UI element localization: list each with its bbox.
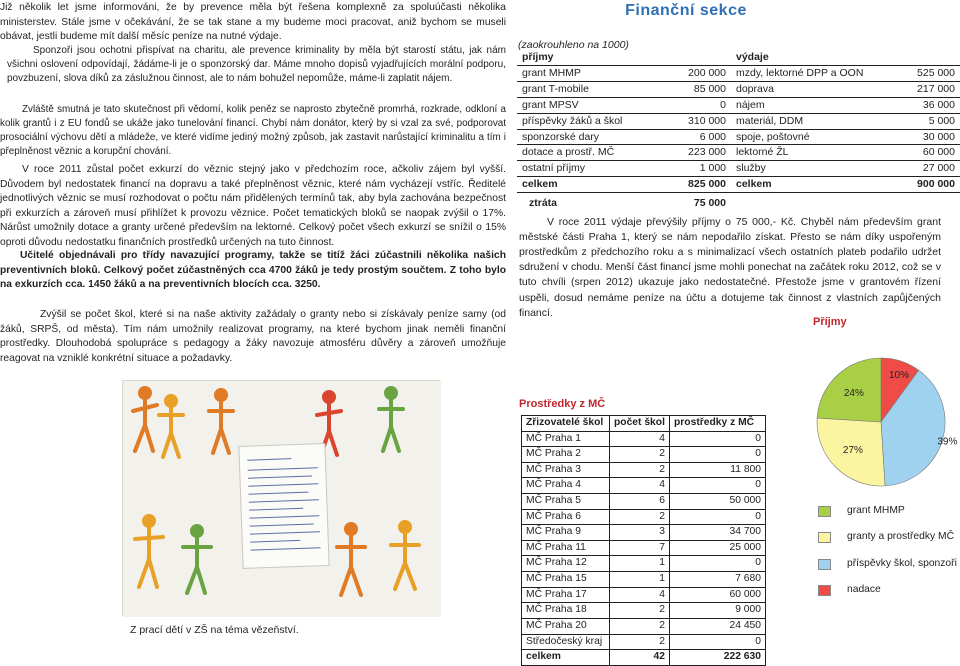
rounding-note: (zaokrouhleno na 1000) bbox=[518, 39, 629, 51]
total-income-label: celkem bbox=[517, 177, 653, 193]
finance-table bbox=[517, 50, 960, 215]
chart-title: Příjmy bbox=[813, 316, 847, 328]
pie-label-0: 24% bbox=[843, 388, 864, 400]
count-cell: 7 bbox=[610, 540, 670, 556]
funds-cell: 24 450 bbox=[670, 618, 766, 634]
total-row bbox=[517, 177, 960, 193]
income-value: 85 000 bbox=[653, 81, 731, 97]
total-expense-value: 900 000 bbox=[885, 177, 960, 193]
count-cell: 2 bbox=[610, 462, 670, 478]
chart-legend bbox=[818, 498, 957, 604]
founder-cell: MČ Praha 18 bbox=[522, 603, 610, 619]
expense-value: 217 000 bbox=[885, 81, 960, 97]
founder-cell: MČ Praha 20 bbox=[522, 618, 610, 634]
expense-value: 5 000 bbox=[885, 113, 960, 129]
teachers-paragraph: Učitelé objednávali pro třídy navazující programy, takže se titíž žáci zúčastnili několika našich preventivních bloků. Celkový počet zúčastněných cca 4700 žáků je tedy prostým součtem. Z toho bylo na exkurzích cca. 1450 žáků a na preventivních blocích cca. 3250. bbox=[0, 250, 506, 291]
schools-table-title: Prostředky z MČ bbox=[519, 398, 606, 410]
legend-label: příspěvky škol, sponzoři bbox=[847, 557, 957, 569]
header-blank bbox=[653, 50, 731, 65]
funds-cell: 11 800 bbox=[670, 462, 766, 478]
income-label: grant MPSV bbox=[517, 97, 653, 113]
expense-value: 525 000 bbox=[885, 65, 960, 81]
income-value: 223 000 bbox=[653, 145, 731, 161]
header-school-count: počet škol bbox=[610, 416, 670, 432]
count-cell: 6 bbox=[610, 494, 670, 510]
founder-cell: MČ Praha 6 bbox=[522, 509, 610, 525]
funds-cell: 25 000 bbox=[670, 540, 766, 556]
income-label: dotace a prostř. MČ bbox=[517, 145, 653, 161]
total-count: 42 bbox=[610, 650, 670, 666]
founder-cell: MČ Praha 11 bbox=[522, 540, 610, 556]
income-value: 6 000 bbox=[653, 129, 731, 145]
loss-value: 75 000 bbox=[693, 197, 726, 210]
funds-cell: 0 bbox=[670, 634, 766, 650]
pie-label-1: 27% bbox=[842, 445, 863, 457]
legend-label: granty a prostředky MČ bbox=[847, 531, 955, 543]
header-funds: prostředky z MČ bbox=[670, 416, 766, 432]
header-blank-2 bbox=[885, 50, 960, 65]
founder-cell: MČ Praha 15 bbox=[522, 572, 610, 588]
total-label: celkem bbox=[522, 650, 610, 666]
finance-summary-paragraph: V roce 2011 výdaje převýšily příjmy o 75 000,- Kč. Chyběl nám především grant městské části Praha 1, který se nám nepodařilo získat. Přesto se nám díky uspořeným prostředkům z předchozího roku a s minimalizací všech ostatních plateb podařilo udržet sdružení v chodu. Menší část financí jsme mohli ponechat na začátek roku 2012, což se v tuto chvíli (srpen 2012) ukazuje jako nedostatečné. Přestože jsme v grantovém řízení uspěli, dosud nemáme peníze na účtu a dotujeme tak činnost z vlastních zapůjčených financí. bbox=[519, 216, 941, 319]
table-row bbox=[517, 81, 960, 97]
table-row bbox=[522, 494, 766, 510]
count-cell: 2 bbox=[610, 603, 670, 619]
founder-cell: MČ Praha 4 bbox=[522, 478, 610, 494]
legend-swatch bbox=[818, 506, 831, 517]
waste-paragraph: Zvláště smutná je tato skutečnost při vědomí, kolik peněz se naprosto zbytečně promrhá, rozkrade, odkloní a kolik grantů i z EU fondů se ukáže jako tunelování financí. Chybí nám donátor, který by si vzal za své, podporovat prosociální výchovu dětí a mládeže, ve které vidíme jediný možný způsob, jak zastavit narůstající kriminalitu a tím i přeplněnost věznic a korupční chování. bbox=[0, 104, 506, 158]
table-row bbox=[522, 587, 766, 603]
income-label: příspěvky žáků a škol bbox=[517, 113, 653, 129]
expense-label: lektorné ŽL bbox=[731, 145, 885, 161]
income-label: ostatní příjmy bbox=[517, 161, 653, 177]
table-row bbox=[522, 572, 766, 588]
funds-cell: 0 bbox=[670, 509, 766, 525]
funds-cell: 7 680 bbox=[670, 572, 766, 588]
table-row bbox=[522, 525, 766, 541]
table-row bbox=[522, 447, 766, 463]
table-row bbox=[522, 634, 766, 650]
expense-label: nájem bbox=[731, 97, 885, 113]
income-label: sponzorské dary bbox=[517, 129, 653, 145]
section-title: Finanční sekce bbox=[625, 2, 747, 19]
table-row bbox=[522, 509, 766, 525]
pie-label-3: 10% bbox=[888, 370, 910, 381]
table-row bbox=[522, 431, 766, 447]
income-value: 310 000 bbox=[653, 113, 731, 129]
total-funds: 222 630 bbox=[670, 650, 766, 666]
legend-swatch bbox=[818, 559, 831, 570]
total-income-value: 825 000 bbox=[653, 177, 731, 193]
table-row bbox=[522, 462, 766, 478]
expense-value: 30 000 bbox=[885, 129, 960, 145]
table-row bbox=[522, 618, 766, 634]
income-label: grant MHMP bbox=[517, 65, 653, 81]
expense-value: 60 000 bbox=[885, 145, 960, 161]
table-row bbox=[522, 540, 766, 556]
founder-cell: MČ Praha 12 bbox=[522, 556, 610, 572]
table-row bbox=[517, 65, 960, 81]
legend-label: grant MHMP bbox=[847, 504, 905, 516]
children-artwork-photo bbox=[122, 380, 440, 616]
count-cell: 1 bbox=[610, 556, 670, 572]
table-row bbox=[522, 556, 766, 572]
funds-cell: 0 bbox=[670, 478, 766, 494]
table-row bbox=[517, 129, 960, 145]
header-founder: Zřizovatelé škol bbox=[522, 416, 610, 432]
funds-cell: 0 bbox=[670, 556, 766, 572]
funds-cell: 50 000 bbox=[670, 494, 766, 510]
expense-label: služby bbox=[731, 161, 885, 177]
funds-cell: 60 000 bbox=[670, 587, 766, 603]
founder-cell: MČ Praha 17 bbox=[522, 587, 610, 603]
count-cell: 4 bbox=[610, 587, 670, 603]
income-value: 0 bbox=[653, 97, 731, 113]
founder-cell: MČ Praha 2 bbox=[522, 447, 610, 463]
count-cell: 1 bbox=[610, 572, 670, 588]
total-expense-label: celkem bbox=[731, 177, 885, 193]
expense-value: 36 000 bbox=[885, 97, 960, 113]
legend-swatch bbox=[818, 585, 831, 596]
count-cell: 3 bbox=[610, 525, 670, 541]
funds-cell: 0 bbox=[670, 447, 766, 463]
income-value: 200 000 bbox=[653, 65, 731, 81]
legend-label: nadace bbox=[847, 584, 881, 596]
table-row bbox=[517, 145, 960, 161]
loss-row bbox=[517, 193, 960, 215]
count-cell: 2 bbox=[610, 447, 670, 463]
loss-label: ztráta bbox=[529, 197, 558, 210]
pie-label-2: 39% bbox=[937, 436, 958, 448]
expense-label: spoje, poštovné bbox=[731, 129, 885, 145]
count-cell: 2 bbox=[610, 634, 670, 650]
header-income: příjmy bbox=[517, 50, 653, 65]
funds-cell: 34 700 bbox=[670, 525, 766, 541]
income-pie-chart bbox=[806, 336, 956, 486]
legend-item bbox=[818, 525, 957, 552]
count-cell: 4 bbox=[610, 478, 670, 494]
legend-item bbox=[818, 551, 957, 578]
funds-cell: 0 bbox=[670, 431, 766, 447]
legend-item bbox=[818, 578, 957, 605]
table-row bbox=[522, 478, 766, 494]
table-row bbox=[517, 161, 960, 177]
header-expenses: výdaje bbox=[731, 50, 885, 65]
founder-cell: MČ Praha 3 bbox=[522, 462, 610, 478]
table-row bbox=[517, 97, 960, 113]
table-row bbox=[517, 113, 960, 129]
count-cell: 4 bbox=[610, 431, 670, 447]
photo-caption: Z prací dětí v ZŠ na téma vězeňství. bbox=[130, 624, 299, 636]
intro-paragraph: Již několik let jsme informováni, že by prevence měla být řešena komplexně za spoluúčasti několika ministerstev. Stále jsme v očekávání, že se tak stane a my budeme moci pracovat, aniž bychom se museli obávat, jestli budeme mít další měsíc peníze na nutné výdaje. bbox=[0, 2, 506, 43]
schools-paragraph: Zvýšil se počet škol, které si na naše aktivity zažádaly o granty nebo si získávaly peníze samy (od žáků, SRPŠ, od města). Tím nám umožnily realizovat programy, na které bychom jinak neměli finanční prostředky. Dlouhodobá spolupráce s pedagogy a žáky navozuje atmosféru důvěry a zároveň umožňuje reagovat na vzniklé konkrétní situace a požadavky. bbox=[0, 309, 506, 364]
total-row bbox=[522, 650, 766, 666]
income-value: 1 000 bbox=[653, 161, 731, 177]
sponsors-paragraph: Sponzoři jsou ochotni přispívat na charitu, ale prevence kriminality by měla být starostí státu, jak nám všichni oslovení odpovídají, žádáme-li je o sponzorský dar. Máme mnoho dopisů vyjadřujících morální podporu, povzbuzení, slova díků za záslužnou činnost, ale to nám bohužel nepomůže, máme-li zaplatit nájem. bbox=[7, 45, 506, 85]
count-cell: 2 bbox=[610, 509, 670, 525]
founder-cell: Středočeský kraj bbox=[522, 634, 610, 650]
table-row bbox=[522, 603, 766, 619]
expense-value: 27 000 bbox=[885, 161, 960, 177]
legend-swatch bbox=[818, 532, 831, 543]
expense-label: doprava bbox=[731, 81, 885, 97]
founder-cell: MČ Praha 9 bbox=[522, 525, 610, 541]
founder-cell: MČ Praha 5 bbox=[522, 494, 610, 510]
funds-cell: 9 000 bbox=[670, 603, 766, 619]
count-cell: 2 bbox=[610, 618, 670, 634]
table-header-row bbox=[517, 50, 960, 65]
founder-cell: MČ Praha 1 bbox=[522, 431, 610, 447]
table-header-row bbox=[522, 416, 766, 432]
expense-label: materiál, DDM bbox=[731, 113, 885, 129]
expense-label: mzdy, lektorné DPP a OON bbox=[731, 65, 885, 81]
schools-table bbox=[521, 415, 766, 666]
exkurze-paragraph: V roce 2011 zůstal počet exkurzí do věznic stejný jako v předchozím roce, ačkoliv zájem byl vyšší. Důvodem byl nedostatek financí na dopravu a také přeplněnost věznic, které nám vycházejí vstříc. Ředitelé jednotlivých věznic se musí rozhodovat o počtu nám přidělených termínů tak, aby byla zachována bezpečnost při exkurzích a zároveň musí přihlížet k provozu věznice. Počet tematických bloků se naopak zvýšil o 17%. Nárůst umožnily dotace a granty určené především na lektorné. Celkový počet všech exkurzí se snížil o 15% oproti důvodu nedostatku finančních prostředků určených na tuto činnost. bbox=[0, 164, 506, 249]
legend-item bbox=[818, 498, 957, 525]
income-label: grant T-mobile bbox=[517, 81, 653, 97]
